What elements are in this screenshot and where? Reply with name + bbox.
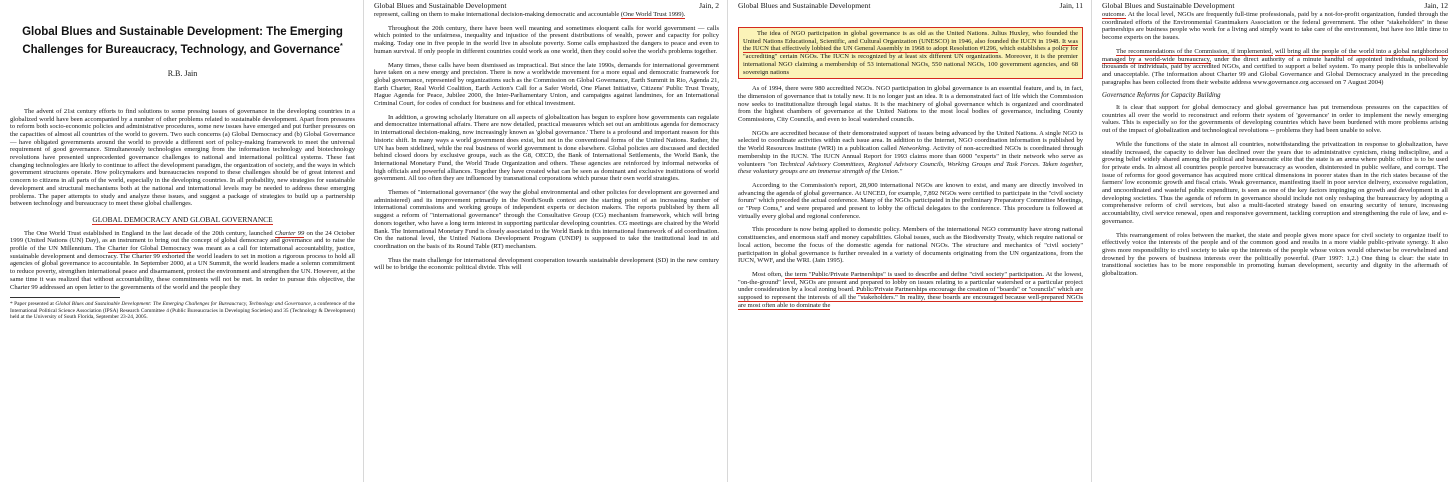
highlighted-passage-box: [738, 27, 1083, 79]
page-number: Jain, 12: [1424, 1, 1448, 10]
body-text: [738, 27, 1083, 310]
document-page-4: [1092, 0, 1456, 482]
body-text: [1102, 11, 1448, 278]
paragraph: outcome. At the local level, NGOs are frequently full-time professionals, paid by a not-for-profit organization, funded through the coordinated efforts of the Environmental Grantmakers Association or the federal government. The other "stakeholders" in these partnerships are business people who work for a living and simply want to take care of the environment, but have too little time to become experts on the issues.: [1102, 11, 1448, 42]
page-header: [374, 0, 719, 11]
outcome-highlight: outcome.: [1102, 11, 1127, 18]
footnote-divider: [10, 297, 120, 298]
document-page-3: [728, 0, 1092, 482]
paragraph: While the functions of the state in almost all countries, notwithstanding the privatization in response to globalization, have steadily increased, the capacity to deliver has declined over the years due to administrative cynicism, rising indiscipline, and a growing belief widely shared among the political and bureaucratic elite that the state is an arena where public office is to be used for private ends. In almost all countries people perceive bureaucracy as wooden, disinterested in public welfare, and corrupt. The issue of reforms for good governance has acquired more critical dimensions in poorer states than in the rich states because of the farmers' low economic growth and fiscal crisis. Weak governance, manifesting itself in poor service delivery, excessive regulation, and uncoordinated and wasteful public expenditure, is seen as one of the key factors impinging on growth and development in all developing societies. Thus the agenda of reform in governance should include not only reshaping the bureaucracy by adopting a comprehensive reform of civil services, but also a multi-faceted strategy based on ensuring security of tenure, increasing accountability, civil service renewal, open and responsive government, tackling corruption and strengthening the rule of law, and e-governance.: [1102, 140, 1448, 225]
citation-highlight: (One World Trust 1999).: [620, 11, 686, 18]
body-text: [10, 108, 355, 320]
paragraph: In addition, a growing scholarly literature on all aspects of globalization has begun to explore how governments can regulate and democratize international affairs. There are now detailed, practical measures which set out an ambitious agenda for democracy in international decision-making, now increasingly known as 'global governance.' There is a profound and important reason for this historic shift. In many ways a world government does exist, but not in the conventional forms of the United Nations. Rather, the UN has been sidelined, while the real business of world government is done elsewhere. Global policies are discussed and decided behind closed doors by exclusive groups, such as the G8, OECD, the Bank of International Settlements, the World Bank, the International Monetary Fund, the World Trade Organization and others. These agencies are reinforced by informal networks of high officials and powerful alliances. Together they have created what can be seen as dominant and exclusive institutions of world government. All too often they are influenced by transnational corporations which pursue their own world strategies.: [374, 113, 719, 183]
page-header: [738, 0, 1083, 11]
running-title: Global Blues and Sustainable Development: [738, 1, 871, 10]
paragraph: Themes of "international governance' (the way the global environmental and other policies for development are governed and administered) and its improvement primarily in the North/South context are the starting point of an increasing number of international commissions and working groups of independent experts or decision makers. The reports published by them all suggest a reform of "international governance" through the Consultative Group (CG) mechanism framework, which will bring donors together, who have a long term interest in supporting particular developing countries. CG meetings are chaired by the World Bank. The International Monetary Fund is closely associated to the World Bank in this international framework of aid coordination. On the national level, the United Nations Development Program (UNDP) is supposed to take the institutional lead in aid coordination on the basis of its Round Table (RT) mechanism.: [374, 189, 719, 250]
paragraph: Throughout the 20th century, there have been well meaning and sometimes eloquent calls for world government — calls which pointed to the unfairness, inequality and injustice of the present distributions of wealth, power and capacity for policy making. Today one in five people in the world live in absolute poverty. Some calls emphasized the dangers to peace and even to human survival. If only people in different countries could work as one world, then they could solve the world's problems together.: [374, 24, 719, 55]
charter-99-highlight: Charter 99: [274, 229, 305, 237]
page-number: Jain, 11: [1059, 1, 1083, 10]
page-number: Jain, 2: [699, 1, 719, 10]
paragraph: The recommendations of the Commission, if implemented, will bring all the people of the world into a global neighborhood managed by a world-wide bureaucracy, under the direct authority of a minute handful of appointed individuals, policed by thousands of individuals, paid by accredited NGOs, and certified to support a belief system. To many people this is unbelievable and unacceptable. (The information about Charter 99 and Global Governance and Global Democracy analyzed in the preceding paragraphs has been collected from their website address www.governance.org accessed on 7 August 2004): [1102, 47, 1449, 86]
paragraph: NGOs are accredited because of their demonstrated support of issues being advanced by the United Nations. A single NGO is selected to coordinate activities within each issue area. In addition to the Internet, NGO coordination information is published by the World Resources Institute (WRI) in a publication called Networking. Activity of non-accredited NGOs is coordinated through membership in the IUCN. The IUCN Annual Report for 1993 claims more than 6000 "experts" in their network who serve as volunteers "on Technical Advisory Committees, Regional Advisory Councils, Working Groups and Task Forces. Taken together, these voluntary groups are an immense strength of the Union.": [738, 129, 1084, 176]
iucn-lobby-highlight: It was the IUCN that effectively lobbied the UN General Assembly in 1968 to adopt Resolution #1296,: [743, 37, 1078, 53]
paragraph: The advent of 21st century efforts to find solutions to some pressing issues of governance in the developing countries in a globalized world have been accompanied by a number of other problems related to sustainable development. Apart from pressures to reform both socio-economic policies and administrative procedures, some new issues have emerged and put further pressures on the capacities of almost all countries of the world to govern. Two such concerns (a) Global Democracy and (b) Global Governance — have obligated governments around the world to provide a different sort of policy-making framework to meet the universal requirement of good governance. Simultaneously technologies emerging from the information technology and biotechnology revolutions have presented unprecedented governance challenges to national and international political systems. These fast changing technologies are likely to continue to affect the development paradigm, the organization of society, and the ways in which government structures operate. How policymakers and bureaucracies respond to these challenges should be of great interest and concern to citizens in all parts of the world, especially in the developing countries. In all probability, new strategies for sustainable development and structural mechanisms both at the national and international levels may be needed to address these emerging problems. The paper attempts to study and analyze these issues, and suggest a package of strategies to build up a partnership between technology and bureaucracy to meet these global challenges.: [10, 107, 355, 208]
paragraph: This rearrangement of roles between the market, the state and people gives more space for civil society to organize itself to effectively voice the interests of the people and of the common good and results in a more viable public-private synergy. It also gives more responsibility to civil society to take up the interests of the people whose voices would otherwise be overwhelmed and drowned by the powers of business interests over the politically powerful. (Parr 1997: 1,2.) One thing is clear: the state in transitional societies has to be more responsible in promoting human development, security and dignity in the aftermath of globalization.: [1102, 231, 1448, 278]
paragraph: Many times, these calls have been dismissed as impractical. But since the late 1990s, demands for international government have taken on a new energy and precision. There is now a worldwide movement for a more equal and democratic framework for global governance, represented by organizations such as the Commission on Global Governance, Earth Summit in Rio, Agenda 21, Earth Charter, Real World Coalition, Earth Action's Call for a Safer World, One Planet Initiative, Citizens' Public Trust Treaty, Hague Agenda for Peace, Jubilee 2000, the Inter-Parliamentary Union, and campaigns against landmines, for an International Criminal Court, for codes of conduct for business and for ethical investment.: [374, 61, 719, 108]
running-title: Global Blues and Sustainable Development: [1102, 1, 1235, 10]
paragraph: represent, calling on them to make international decision-making democratic and accountable (One World Trust 1999).: [374, 11, 686, 18]
paragraph: This procedure is now being applied to domestic policy. Members of the international NGO community have strong national constituencies, and enormous staff and money capabilities. Global issues, such as the Biodiversity Treaty, which require national or local action, become the focus of the domestic agenda for national NGOs. The structure and mechanics of "civil society" participation in global governance is further revealed in a variety of documents originating from the UN organizations, from the IUCN, WWF, and the WRI. (Jain 1995).: [738, 226, 1083, 265]
paper-title: Global Blues and Sustainable Development: The Emerging Challenges for Bureaucracy, Technology, and Governance*: [22, 26, 343, 56]
paragraph: As of 1994, there were 980 accredited NGOs. NGO participation in global governance is an essential feature, and is, in fact, the dimension of governance that is totally new. It is no longer just an idea. It is a demonstrated fact of life which the Commission now seeks to institutionalize through legal status. It is the machinery of global governance which is organized and coordinated from the highest chambers of governance at the United Nations to the most local bodies of governance, including County Commissions, City Councils, and even to local watershed councils.: [738, 85, 1083, 124]
global-neighborhood-highlight: will bring all the people of the world into a global neighborhood managed by a world-wide bureaucracy,: [1102, 47, 1448, 63]
body-text: [374, 11, 719, 272]
charter-global-democracy-highlight: Charter for Global Democracy: [108, 245, 191, 253]
running-title: Global Blues and Sustainable Development: [374, 1, 507, 10]
partnerships-highlight: the term "Public/Private Partnerships" is used to describe and define "civil society" participation.: [784, 270, 1044, 278]
paragraph: The One World Trust established in England in the last decade of the 20th century, launched Charter 99 on the 24 October 1999 (United Nations (UN) Day), as an instrument to bring out the concept of global democracy and governance and to raise the profile of the UN Millennium. The Charter for Global Democracy was meant as a call for international accountability, justice, sustainable development and democracy. The Charter 99 exhorted the world leaders to set in motion a rigorous process to hold all agencies of global governance to accountable. In September 2000, at a UN Summit, the world leaders made a solemn commitment to reduce poverty, strengthen international peace and disarmament, protect the environment and strengthen the UN. However, at the same time it was realized that without accountability, these commitments will not be met. In order to pursue this objective, the Charter 99 addressed an open letter to the governments of the world and the people they: [10, 229, 356, 291]
footnote: * Paper presented at Global Blues and Sustainable Development: The Emerging Challenges for Bureaucracy, Technology and Governance, a conference of the International Political Science Association (IPSA) Research Committee 4 (Public Bureaucracies in Developing Societies) and 35 (Technology & Development) held at the University of South Florida, September 23-24, 2005.: [10, 301, 356, 320]
document-page-1: [0, 0, 364, 482]
subsection-heading: Governance Reforms for Capacity Building: [1102, 92, 1221, 100]
paragraph: Most often, the term "Public/Private Partnerships" is used to describe and define "civil society" participation. At the lowest, "on-the-ground" level, NGOs are present and prepared to lobby on issues relating to a particular watershed or a particular project under consideration by a local zoning board. Public/Private Partnerships encourage the creation of "boards" or "councils" which are supposed to represent the interests of all the "stakeholders." In reality, these boards are encouraged because well-prepared NGOs are most often able to dominate the: [738, 270, 1084, 309]
paragraph: The idea of NGO participation in global governance is as old as the United Nations. Julius Huxley, who founded the United Nations Educational, Scientific, and Cultural Organization (UNESCO) in 1946, also founded the IUCN in 1948. It was the IUCN that effectively lobbied the UN General Assembly in 1968 to adopt Resolution #1296, which establishes a policy for "accrediting" certain NGOs. The IUCN is recognized by at least six different UN organizations. Moreover, it is the premier international NGO claiming a membership of 53 international NGOs, 550 national NGOs, 100 government agencies, and 68 sovereign nations: [743, 30, 1078, 76]
section-heading: GLOBAL DEMOCRACY AND GLOBAL GOVERNANCE: [92, 214, 273, 224]
page-header: [1102, 0, 1448, 11]
document-page-2: [364, 0, 728, 482]
paragraph: According to the Commission's report, 28,900 international NGOs are known to exist, and many are directly involved in advancing the agenda of global governance. At UNCED, for example, 7,892 NGOs were certified to participate in the "civil society forum" which preceded the actual conference. Many of the NGOs participated in the preliminary Preparatory Committee Meetings, or "Prep Coms," and were prepared and present to lobby the official delegates to the conference. This procedure is followed at virtually every global and regional conference.: [738, 181, 1083, 220]
paragraph: It is clear that support for global democracy and global governance has put tremendous pressures on the capacities of countries all over the world to reconstruct and reform their system of 'governance' in order to implement the newly emerging values. This is especially so for the governments of developing countries which have been burdened with more problems arising out of the impact of globalization and technological revolutions -- problems they had been unable to solve.: [1102, 104, 1448, 135]
boards-councils-highlight: Public/Private Partnerships encourage the creation of "boards" or "councils" which are supposed to represent the interests of all the "stakeholders." In reality, these boards are encouraged because well-prepared NGOs are most often able to dominate the: [738, 286, 1083, 309]
author-name: R.B. Jain: [167, 68, 198, 78]
paragraph: Thus the main challenge for international development cooperation towards sustainable development (SD) in the new century will be to bridge the economic political divide. This will: [374, 256, 719, 272]
